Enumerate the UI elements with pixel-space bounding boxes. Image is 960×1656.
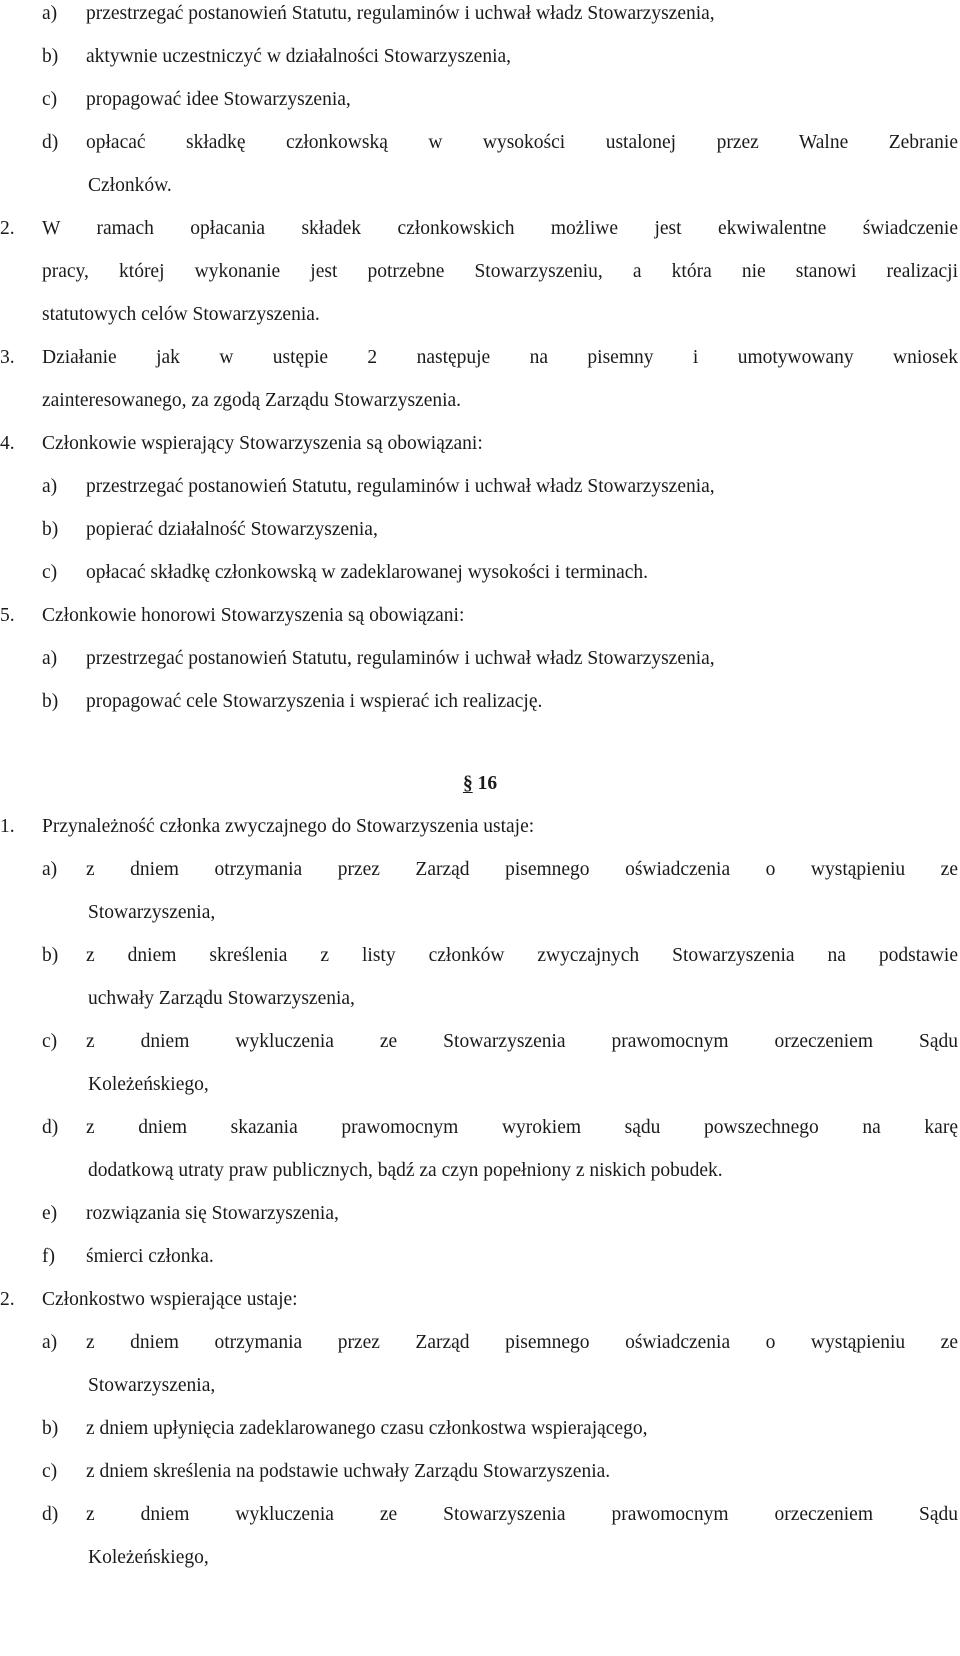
list-item-text: przestrzegać postanowień Statutu, regulaminów i uchwał władz Stowarzyszenia, — [86, 476, 715, 497]
list-item-text: Koleżeńskiego, — [88, 1074, 209, 1095]
list-item — [42, 1329, 958, 1357]
section-heading — [0, 770, 960, 798]
paragraph — [0, 344, 958, 372]
list-marker: c) — [42, 562, 58, 583]
list-item — [42, 856, 958, 884]
list-item — [42, 1028, 958, 1056]
list-item — [42, 1200, 958, 1228]
list-marker: b) — [42, 691, 59, 712]
list-item — [42, 559, 958, 587]
list-item — [42, 43, 958, 71]
list-item-text: propagować idee Stowarzyszenia, — [86, 89, 351, 110]
list-item-text: przestrzegać postanowień Statutu, regulaminów i uchwał władz Stowarzyszenia, — [86, 648, 715, 669]
paragraph-number: 5. — [0, 605, 15, 626]
list-item-text: z dniem otrzymania przez Zarząd pisemnego oświadczenia o wystąpieniu ze — [86, 1332, 958, 1353]
list-item-text: aktywnie uczestniczyć w działalności Stowarzyszenia, — [86, 46, 512, 67]
list-item-text: z dniem otrzymania przez Zarząd pisemnego oświadczenia o wystąpieniu ze — [86, 859, 958, 880]
paragraph-number: 1. — [0, 816, 15, 837]
list-marker: b) — [42, 945, 59, 966]
paragraph-text: statutowych celów Stowarzyszenia. — [42, 304, 320, 325]
list-marker: a) — [42, 3, 58, 24]
list-marker: e) — [42, 1203, 58, 1224]
paragraph-number: 2. — [0, 1289, 15, 1310]
list-marker: c) — [42, 1461, 58, 1482]
paragraph — [0, 215, 958, 243]
list-marker: a) — [42, 476, 58, 497]
paragraph — [0, 430, 958, 458]
paragraph-number: 2. — [0, 218, 15, 239]
list-item-text: z dniem wykluczenia ze Stowarzyszenia prawomocnym orzeczeniem Sądu — [86, 1031, 958, 1052]
list-item-continuation — [88, 899, 958, 927]
list-item-text: śmierci członka. — [86, 1246, 214, 1267]
list-item — [42, 86, 958, 114]
list-marker: a) — [42, 1332, 58, 1353]
list-marker: d) — [42, 1117, 59, 1138]
list-item-continuation — [88, 1372, 958, 1400]
list-item-continuation — [88, 985, 958, 1013]
list-marker: b) — [42, 1418, 59, 1439]
list-item — [42, 645, 958, 673]
list-item-text: przestrzegać postanowień Statutu, regulaminów i uchwał władz Stowarzyszenia, — [86, 3, 715, 24]
list-item-text: opłacać składkę członkowską w zadeklarowanej wysokości i terminach. — [86, 562, 649, 583]
paragraph-text: Członkowie honorowi Stowarzyszenia są obowiązani: — [42, 605, 465, 626]
paragraph — [0, 602, 958, 630]
list-item-text: propagować cele Stowarzyszenia i wspierać ich realizację. — [86, 691, 543, 712]
list-item — [42, 516, 958, 544]
list-item-text: dodatkową utraty praw publicznych, bądź za czyn popełniony z niskich pobudek. — [88, 1160, 723, 1181]
paragraph — [0, 813, 958, 841]
list-item-continuation — [88, 1544, 958, 1572]
list-item-text: z dniem wykluczenia ze Stowarzyszenia prawomocnym orzeczeniem Sądu — [86, 1504, 958, 1525]
list-item — [42, 0, 958, 28]
list-item-text: opłacać składkę członkowską w wysokości ustalonej przez Walne Zebranie — [86, 132, 958, 153]
list-item-text: z dniem upłynięcia zadeklarowanego czasu członkostwa wspierającego, — [86, 1418, 648, 1439]
paragraph-continuation — [42, 258, 958, 286]
list-item — [42, 1114, 958, 1142]
list-marker: c) — [42, 89, 58, 110]
list-item-continuation — [88, 172, 958, 200]
list-marker: a) — [42, 648, 58, 669]
list-item — [42, 1243, 958, 1271]
list-item-text: Stowarzyszenia, — [88, 902, 216, 923]
list-item — [42, 942, 958, 970]
list-item — [42, 129, 958, 157]
paragraph-continuation — [42, 387, 958, 415]
list-marker: b) — [42, 519, 59, 540]
list-marker: f) — [42, 1246, 55, 1267]
list-item-continuation — [88, 1157, 958, 1185]
section-symbol: § — [462, 773, 473, 794]
paragraph-number: 3. — [0, 347, 15, 368]
list-item-text: z dniem skazania prawomocnym wyrokiem sądu powszechnego na karę — [86, 1117, 958, 1138]
list-item-text: Koleżeńskiego, — [88, 1547, 209, 1568]
paragraph-continuation — [42, 301, 958, 329]
list-item — [42, 473, 958, 501]
paragraph — [0, 1286, 958, 1314]
list-marker: c) — [42, 1031, 58, 1052]
list-item-text: Stowarzyszenia, — [88, 1375, 216, 1396]
list-marker: a) — [42, 859, 58, 880]
list-item — [42, 688, 958, 716]
list-item-continuation — [88, 1071, 958, 1099]
list-item-text: uchwały Zarządu Stowarzyszenia, — [88, 988, 355, 1009]
paragraph-text: W ramach opłacania składek członkowskich możliwe jest ekwiwalentne świadczenie — [42, 218, 958, 239]
list-item — [42, 1415, 958, 1443]
list-item — [42, 1501, 958, 1529]
section-number: 16 — [477, 773, 498, 794]
list-item-text: Członków. — [88, 175, 172, 196]
paragraph-text: Działanie jak w ustępie 2 następuje na pisemny i umotywowany wniosek — [42, 347, 958, 368]
list-item-text: z dniem skreślenia na podstawie uchwały Zarządu Stowarzyszenia. — [86, 1461, 611, 1482]
list-item — [42, 1458, 958, 1486]
paragraph-text: Członkostwo wspierające ustaje: — [42, 1289, 298, 1310]
list-marker: b) — [42, 46, 59, 67]
list-marker: d) — [42, 132, 59, 153]
paragraph-number: 4. — [0, 433, 15, 454]
list-marker: d) — [42, 1504, 59, 1525]
list-item-text: rozwiązania się Stowarzyszenia, — [86, 1203, 339, 1224]
paragraph-text: pracy, której wykonanie jest potrzebne Stowarzyszeniu, a która nie stanowi realizacji — [42, 261, 958, 282]
paragraph-text: Członkowie wspierający Stowarzyszenia są obowiązani: — [42, 433, 483, 454]
list-item-text: z dniem skreślenia z listy członków zwyczajnych Stowarzyszenia na podstawie — [86, 945, 958, 966]
paragraph-text: Przynależność członka zwyczajnego do Stowarzyszenia ustaje: — [42, 816, 535, 837]
paragraph-text: zainteresowanego, za zgodą Zarządu Stowarzyszenia. — [42, 390, 462, 411]
list-item-text: popierać działalność Stowarzyszenia, — [86, 519, 378, 540]
